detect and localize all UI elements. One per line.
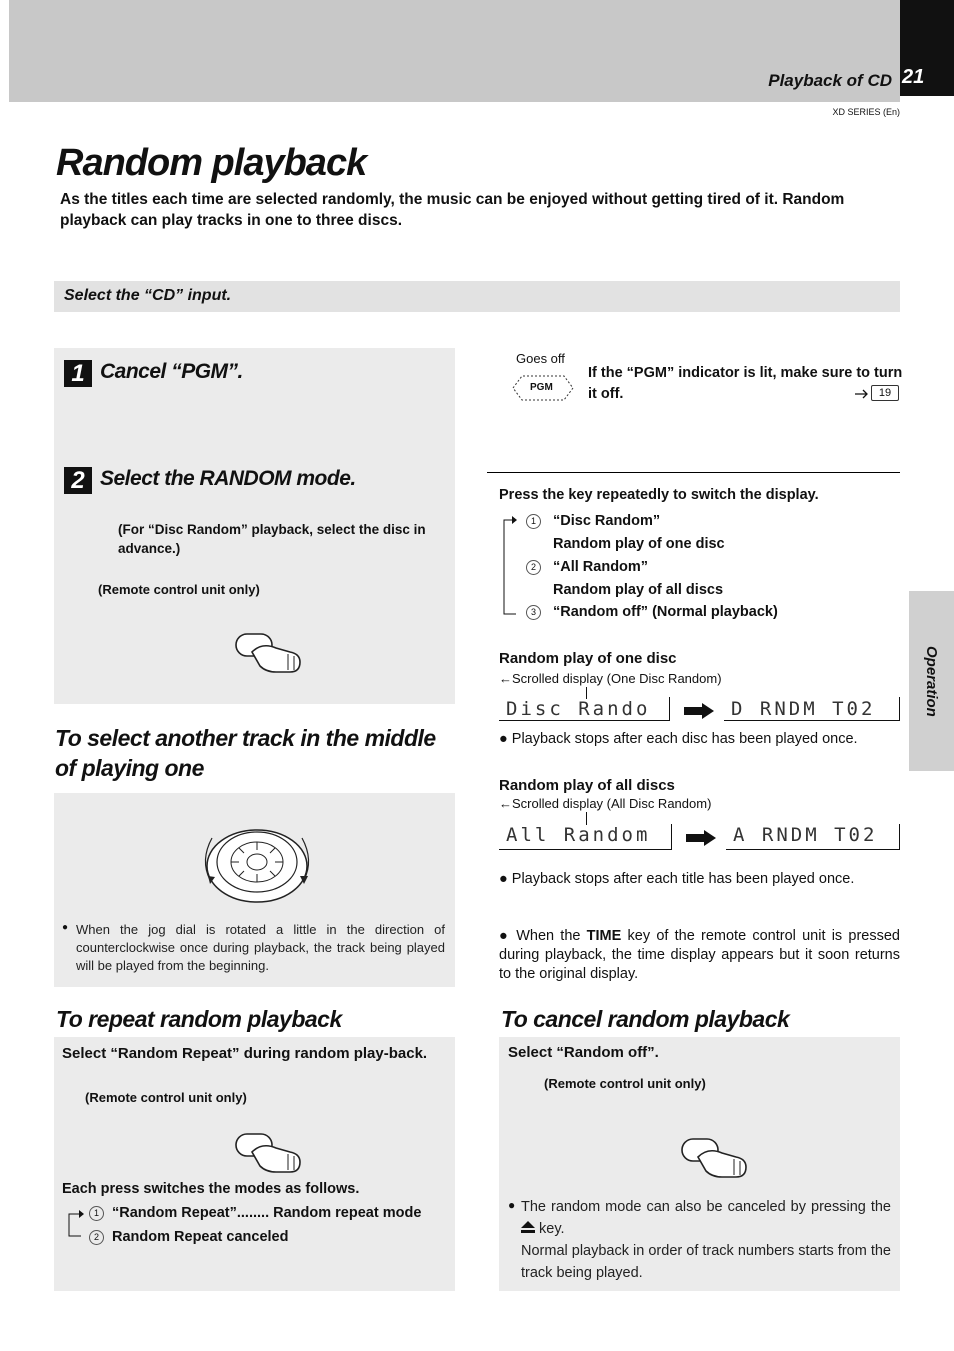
cancel-note-1: The random mode can also be canceled by pressing the key. [521,1199,891,1237]
lcd-one-disc-1: Disc Rando [506,698,651,720]
lcd-frame-4-side [899,824,900,850]
series-label: XD SERIES (En) [832,107,900,117]
switch-item-1: 1 “Disc Random” Random play of one disc [526,510,725,556]
one-disc-head: Random play of one disc [499,650,677,667]
another-track-title: To select another track in the middle of playing one [55,725,436,781]
cd-input-bar [54,281,900,312]
arrow-right-icon [855,389,869,399]
repeat-lead: Select “Random Repeat” during random play-back. [62,1045,428,1062]
divider [487,472,900,473]
repeat-each: Each press switches the modes as follows. [62,1181,360,1197]
eject-icon [521,1221,535,1233]
step2-note: (For “Disc Random” playback, select the disc in advance.) [118,522,426,556]
hand-press-icon [232,1128,306,1176]
switch-item-3: 3 “Random off” (Normal playback) [526,603,778,622]
step1-number: 1 [64,360,92,387]
side-tab [909,591,954,771]
book-ref-icon [871,385,899,401]
cancel-note-2: Normal playback in order of track numbers starts from the track being played. [521,1243,891,1281]
hand-press-icon [678,1133,752,1181]
lcd-one-disc-2: D RNDM T02 [731,698,876,720]
jog-bullet: ● [62,922,69,933]
lcd-frame-3-side [671,824,672,850]
cancel-bullet: ● [508,1198,516,1212]
all-discs-note: ● Playback stops after each title has been played once. [499,871,855,887]
all-discs-head: Random play of all discs [499,777,675,794]
time-note: ● When the TIME key of the remote control unit is pressed during playback, the time display appears but it soon returns to the original display. [499,928,900,982]
goes-off-label: Goes off [516,351,565,366]
cd-input-text: Select the “CD” input. [64,287,232,304]
jog-dial-icon [196,820,318,908]
hand-press-icon [232,628,306,676]
lcd-frame-4 [726,849,900,850]
lcd-all-2: A RNDM T02 [733,824,878,846]
lcd-frame-1 [499,720,670,721]
lcd-frame-2-side [899,697,900,721]
repeat-bracket [65,1208,85,1240]
cancel-lead: Select “Random off”. [508,1044,659,1061]
cancel-title: To cancel random playback [501,1006,790,1032]
lcd-frame-3 [499,849,672,850]
page-ref: 19 [878,387,892,399]
one-disc-scroll: ←Scrolled display (One Disc Random) [499,671,722,686]
section-title: Playback of CD [768,71,892,90]
step2-remote-note: (Remote control unit only) [98,582,260,597]
all-discs-scroll: ←Scrolled display (All Disc Random) [499,796,712,811]
cycle-bracket [500,512,520,620]
intro-text: As the titles each time are selected randomly, the music can be enjoyed without getting tired of it. Random playback can play tracks in one to three discs. [60,191,845,229]
lcd-all-1: All Random [506,824,651,846]
header-band [9,0,900,102]
step1-title: Cancel “PGM”. [100,360,243,383]
switch-item-2: 2 “All Random” Random play of all discs [526,556,723,602]
another-track-note: When the jog dial is rotated a little in the direction of counterclockwise once during playback, the track being played will be played from the beginning. [76,922,445,973]
arrow-right-icon [684,703,714,719]
lcd-frame-2 [724,720,900,721]
one-disc-note: ● Playback stops after each disc has been played once. [499,731,858,747]
pgm-text: If the “PGM” indicator is lit, make sure to turn it off. [588,365,903,402]
switch-lead: Press the key repeatedly to switch the display. [499,487,819,503]
cancel-remote-note: (Remote control unit only) [544,1076,706,1091]
repeat-title: To repeat random playback [56,1006,342,1032]
step2-title: Select the RANDOM mode. [100,467,356,490]
page-number: 21 [902,66,925,88]
pgm-badge: PGM [530,382,553,393]
step2-number: 2 [64,467,92,494]
arrow-right-icon [686,830,716,846]
lcd-frame-1-side [669,697,670,721]
repeat-item-2: 2 Random Repeat canceled [89,1228,288,1247]
page-title: Random playback [56,142,367,184]
repeat-remote-note: (Remote control unit only) [85,1090,247,1105]
side-tab-label: Operation [923,645,940,717]
repeat-item-1: 1 “Random Repeat”........ Random repeat mode [89,1204,421,1223]
